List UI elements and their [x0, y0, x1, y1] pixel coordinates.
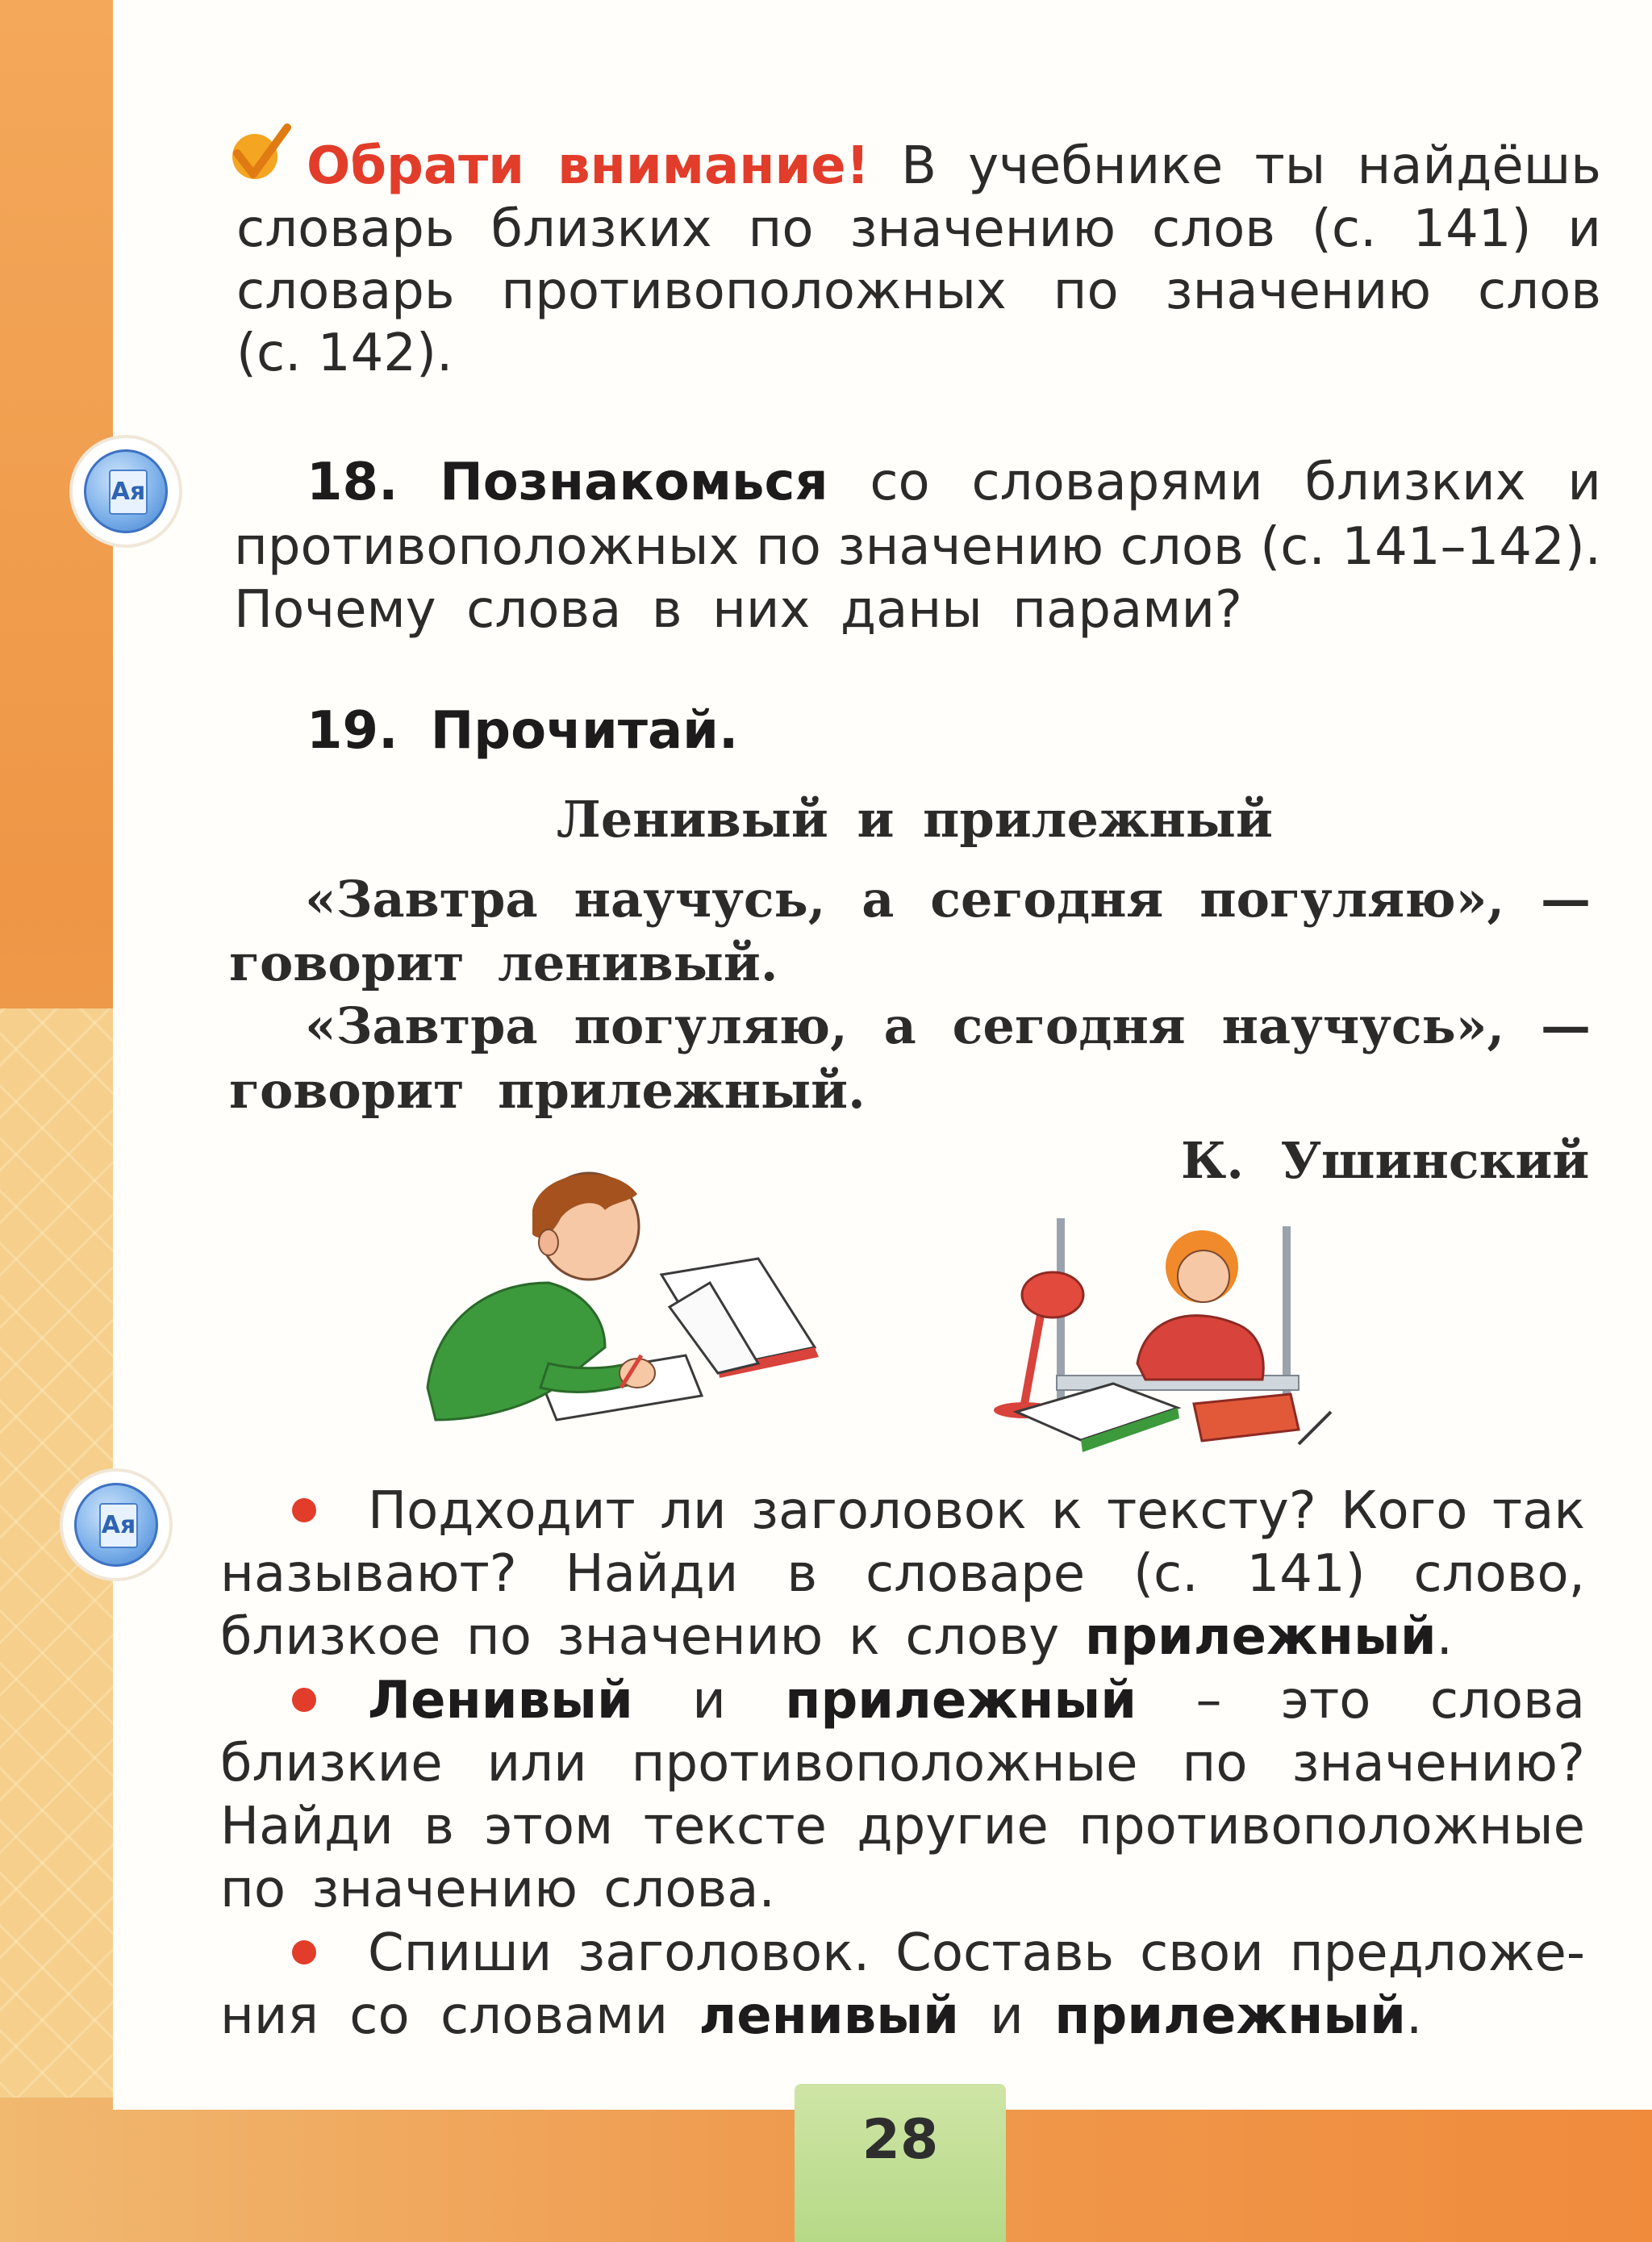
bullet-icon	[292, 1940, 316, 1964]
task-2-line-3: Найди в этом тексте другие противоположные	[220, 1797, 1585, 1856]
task-1-line-2: называют? Найди в словаре (с. 141) слово,	[220, 1544, 1585, 1604]
check-mark-icon	[226, 121, 292, 187]
story-author: К. Ушинский	[1181, 1131, 1590, 1190]
note-line-4: (с. 142).	[236, 324, 453, 383]
task-2-line-1: Ленивый и прилежный – это слова	[292, 1670, 1585, 1731]
dictionary-icon: Aя	[73, 438, 179, 545]
task-2-line-4: по значению слова.	[220, 1860, 775, 1919]
story-title: Ленивый и прилежный	[557, 790, 1274, 849]
task-2-line-2: близкие или противоположные по значению?	[220, 1734, 1585, 1793]
task-3-line-2: ния со словами ленивый и прилежный.	[220, 1986, 1423, 2046]
ex18-verb: Познакомься	[440, 453, 828, 512]
ex18-line-1: 18. Познакомься со словарями близких и	[307, 453, 1602, 512]
task-3-line-1: Спиши заголовок. Составь свои предложе-	[292, 1923, 1585, 1984]
dictionary-icon: Aя	[63, 1472, 169, 1578]
girl-at-window-illustration	[992, 1218, 1355, 1460]
note-line-2: словарь близких по значению слов (с. 141) и	[236, 199, 1601, 259]
page-number: 28	[861, 2108, 939, 2172]
ex19-heading: 19. Прочитай.	[307, 701, 739, 761]
story-p2-line-1: «Завтра погуляю, а сегодня научусь», —	[305, 996, 1591, 1055]
ex18-number: 18.	[307, 453, 398, 512]
ex18-line-2: противоположных по значению слов (с. 141–142).	[234, 517, 1601, 577]
note-heading: Обрати внимание!	[307, 136, 870, 196]
bullet-icon	[292, 1498, 316, 1522]
note-line-3: словарь противоположных по значению слов	[236, 261, 1601, 321]
page-number-tab	[795, 2084, 1006, 2242]
story-p2-line-2: говорит прилежный.	[229, 1061, 866, 1120]
task-1-line-3: близкое по значению к слову прилежный.	[220, 1607, 1453, 1667]
bullet-icon	[292, 1688, 316, 1712]
note-line-1: Обрати внимание! В учебнике ты найдёшь	[307, 136, 1602, 196]
story-p1-line-1: «Завтра научусь, а сегодня погуляю», —	[305, 870, 1591, 929]
story-p1-line-2: говорит ленивый.	[229, 933, 778, 992]
task-1-line-1: Подходит ли заголовок к тексту? Кого так	[292, 1480, 1585, 1542]
boy-studying-illustration	[419, 1162, 823, 1436]
ex18-line-3: Почему слова в них даны парами?	[234, 580, 1242, 640]
